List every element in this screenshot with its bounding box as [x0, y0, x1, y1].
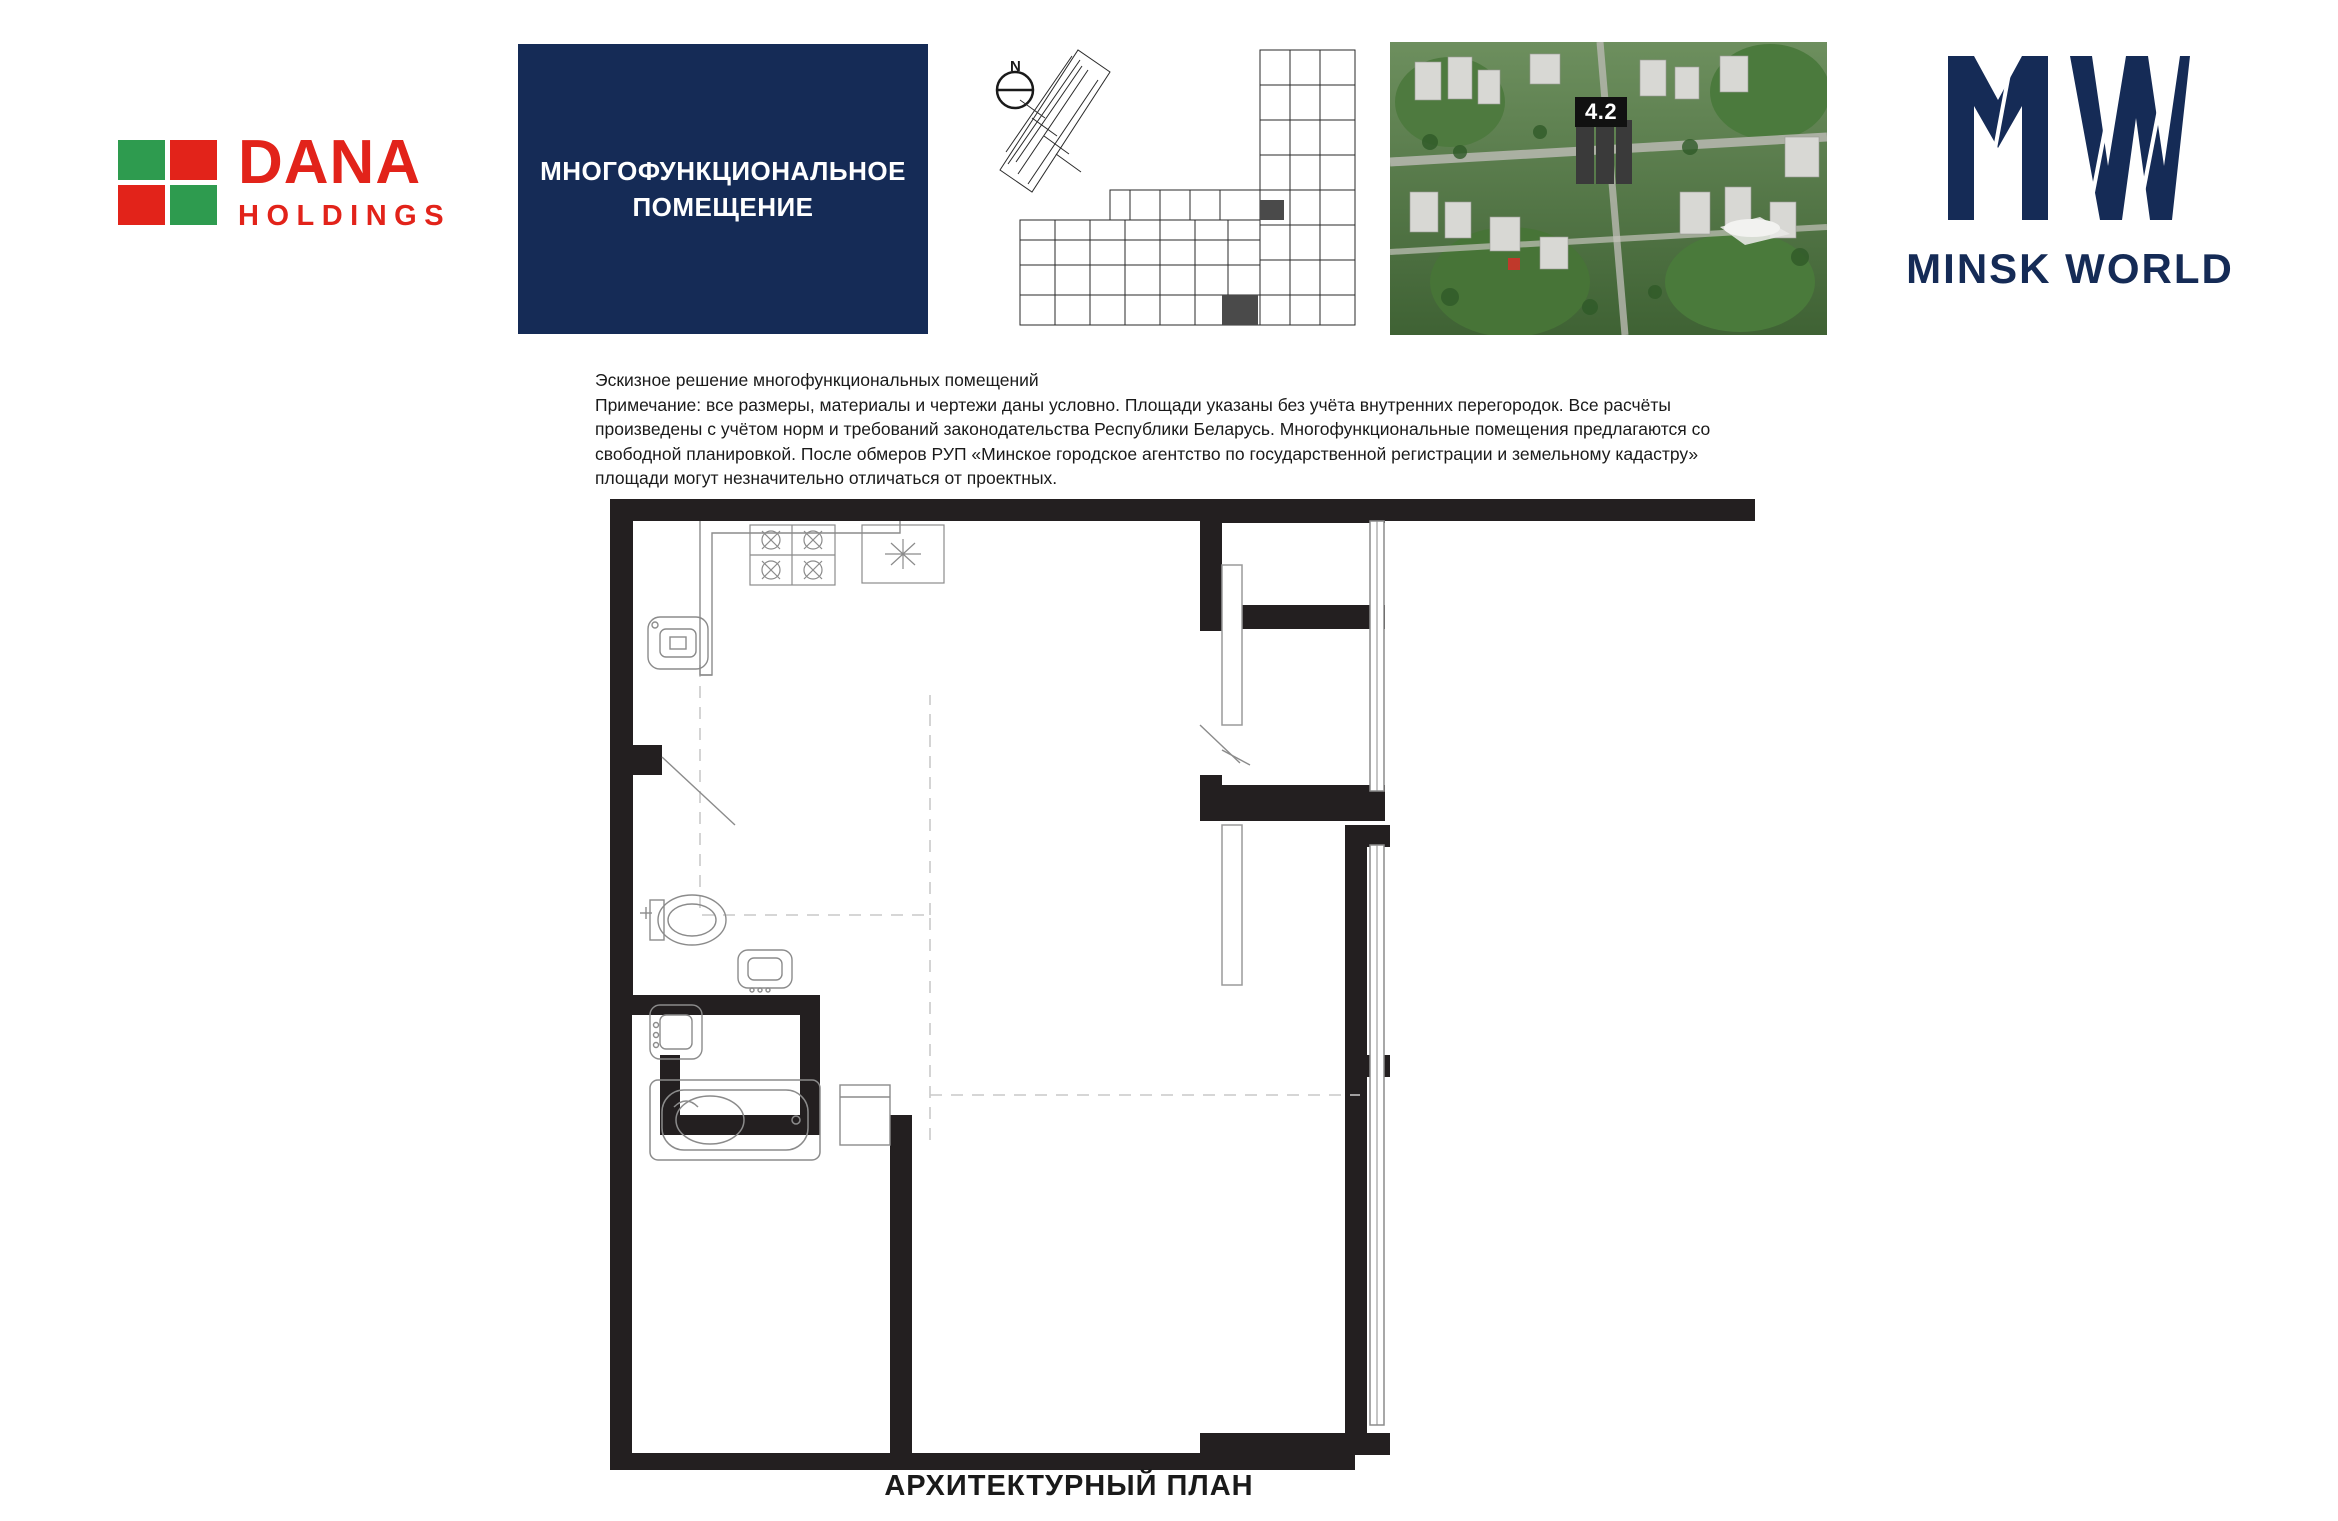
banner-text: [524, 153, 922, 225]
minsk-world-mark-icon: [1940, 48, 2190, 228]
aerial-building-marker: 4.2: [1575, 97, 1627, 127]
dana-square-red-2: [118, 185, 165, 225]
plan-caption-text: АРХИТЕКТУРНЫЙ ПЛАН: [884, 1470, 1254, 1502]
floor-plan: [600, 495, 1780, 1470]
dana-squares-icon: [118, 140, 228, 228]
plan-door-swings: [662, 725, 1250, 825]
dana-square-green-2: [170, 185, 217, 225]
toilet-icon: [640, 895, 726, 945]
aerial-photo-image: [1390, 42, 1827, 335]
building-keyplan-icon: [960, 40, 1380, 350]
document-header: [0, 0, 2338, 350]
minsk-world-title: MINSK WORLD: [1906, 245, 2234, 292]
compass-north-label: N: [1010, 58, 1021, 75]
radiator-icon: [840, 1085, 890, 1145]
dana-wordmark: [238, 128, 488, 233]
banner-line-1: МНОГОФУНКЦИОНАЛЬНОЕ: [540, 156, 906, 186]
washbasin-small-icon: [738, 950, 792, 992]
plan-caption: [0, 1470, 2338, 1503]
minsk-world-logo: [1860, 40, 2280, 330]
dana-holdings-logo: [118, 128, 488, 242]
plan-walls: [610, 499, 1755, 1470]
shower-tray-icon: [648, 617, 708, 669]
aerial-photo: [1390, 42, 1827, 335]
banner-multifunctional-space: [518, 44, 928, 334]
dana-name: DANA: [238, 128, 422, 197]
cooktop-icon: [750, 525, 835, 585]
keyplan-container: [960, 30, 1380, 350]
dana-square-green-1: [118, 140, 165, 180]
plan-dashed-partitions: [700, 665, 1360, 1145]
notes-body: Примечание: все размеры, материалы и чертежи даны условно. Площади указаны без учёта внутренних перегородок. Все расчёты произведены с учётом норм и требований законодательства Республики Беларусь. Многофункциональные помещения предлагаются со свободной планировкой. После обмеров РУП «Минское городское агентство по государственной регистрации и земельному кадастру» площади могут незначительно отличаться от проектных.: [595, 394, 1711, 488]
dana-subtitle: HOLDINGS: [238, 200, 452, 232]
notes-block: [595, 368, 1775, 491]
notes-title: Эскизное решение многофункциональных помещений: [595, 370, 1039, 390]
banner-line-2: ПОМЕЩЕНИЕ: [632, 192, 814, 222]
dana-square-red-1: [170, 140, 217, 180]
kitchen-counter: [700, 521, 900, 675]
kitchen-sink-icon: [862, 525, 944, 583]
floor-plan-drawing: [600, 495, 1780, 1470]
